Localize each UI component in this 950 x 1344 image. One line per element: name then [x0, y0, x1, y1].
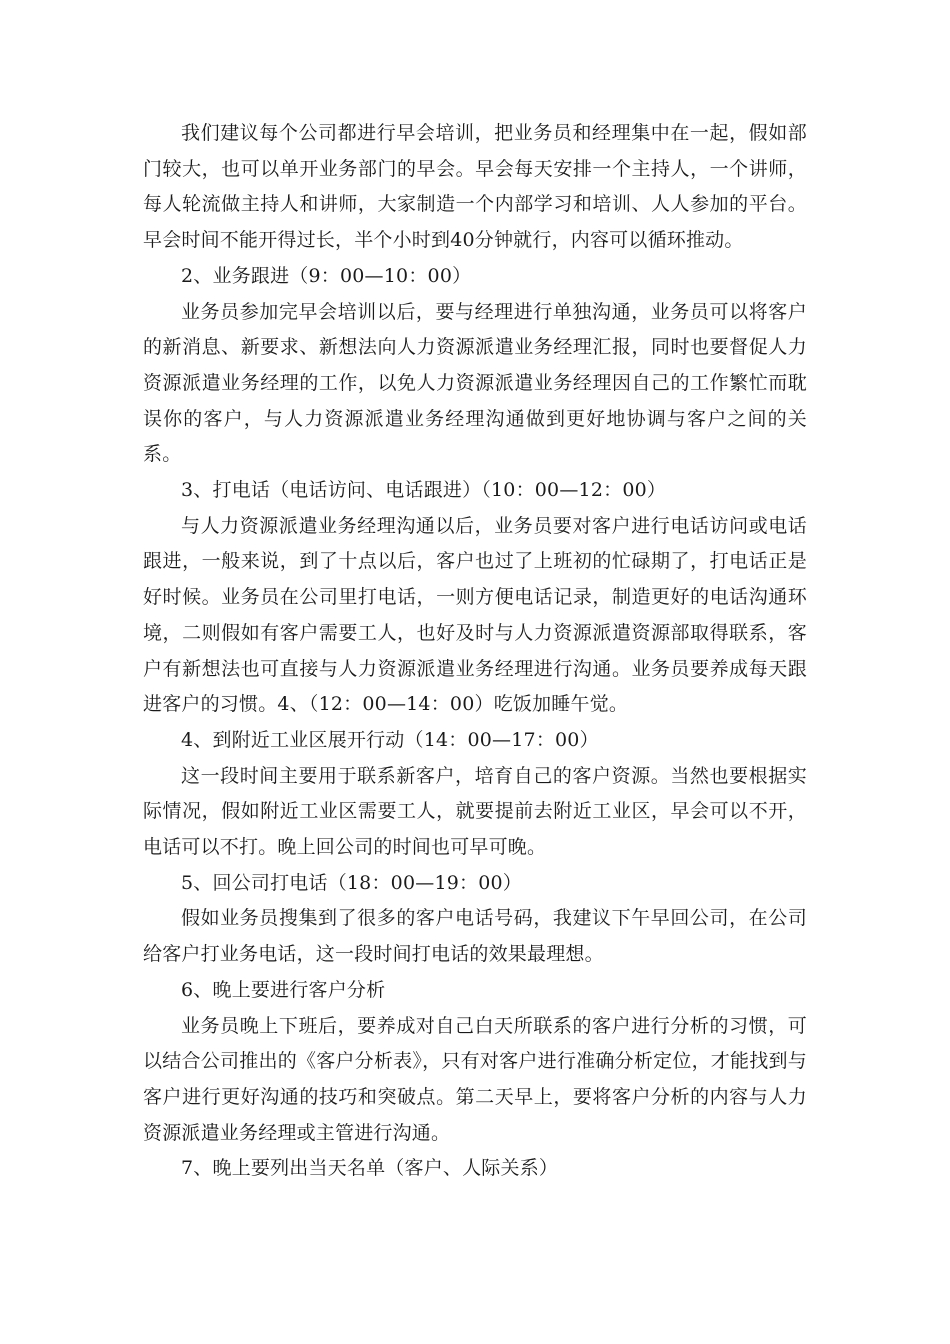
paragraph-morning-meeting: 我们建议每个公司都进行早会培训，把业务员和经理集中在一起，假如部门较大，也可以单开业务部门的早会。早会每天安排一个主持人，一个讲师，每人轮流做主持人和讲师，大家制造一个内部学习和培训、人人参加的平台。早会时间不能开得过长，半个小时到40分钟就行，内容可以循环推动。 — [143, 122, 807, 252]
section-heading-daily-list: 7、晚上要列出当天名单（客户、人际关系） — [181, 1157, 559, 1180]
paragraph-industrial-zone: 这一段时间主要用于联系新客户，培育自己的客户资源。当然也要根据实际情况，假如附近工业区需要工人，就要提前去附近工业区，早会可以不开，电话可以不打。晚上回公司的时间也可早可晚。 — [143, 764, 807, 859]
paragraph-customer-analysis: 业务员晚上下班后，要养成对自己白天所联系的客户进行分析的习惯，可以结合公司推出的《客户分析表》，只有对客户进行准确分析定位，才能找到与客户进行更好沟通的技巧和突破点。第二天早上，要将客户分析的内容与人力资源派遣业务经理或主管进行沟通。 — [143, 1014, 807, 1144]
paragraph-business-followup: 业务员参加完早会培训以后，要与经理进行单独沟通，业务员可以将客户的新消息、新要求、新想法向人力资源派遣业务经理汇报，同时也要督促人力资源派遣业务经理的工作，以免人力资源派遣业务经理因自己的工作繁忙而耽误你的客户，与人力资源派遣业务经理沟通做到更好地协调与客户之间的关系。 — [143, 300, 807, 466]
paragraph-return-calls: 假如业务员搜集到了很多的客户电话号码，我建议下午早回公司，在公司给客户打业务电话，这一段时间打电话的效果最理想。 — [143, 907, 807, 966]
section-heading-customer-analysis: 6、晚上要进行客户分析 — [181, 978, 386, 1001]
section-heading-return-calls: 5、回公司打电话（18：00—19：00） — [181, 871, 522, 894]
section-heading-business-followup: 2、业务跟进（9：00—10：00） — [181, 264, 472, 287]
section-heading-phone-calls: 3、打电话（电话访问、电话跟进）（10：00—12：00） — [181, 479, 667, 502]
paragraph-phone-calls: 与人力资源派遣业务经理沟通以后，业务员要对客户进行电话访问或电话跟进，一般来说，到了十点以后，客户也过了上班初的忙碌期了，打电话正是好时候。业务员在公司里打电话，一则方便电话记录，制造更好的电话沟通环境，二则假如有客户需要工人，也好及时与人力资源派遣资源部取得联系，客户有新想法也可直接与人力资源派遣业务经理进行沟通。业务员要养成每天跟进客户的习惯。4、（12：00—14：00）吃饭加睡午觉。 — [143, 514, 807, 716]
document-body — [143, 116, 807, 1187]
section-heading-industrial-zone: 4、到附近工业区展开行动（14：00—17：00） — [181, 728, 599, 751]
